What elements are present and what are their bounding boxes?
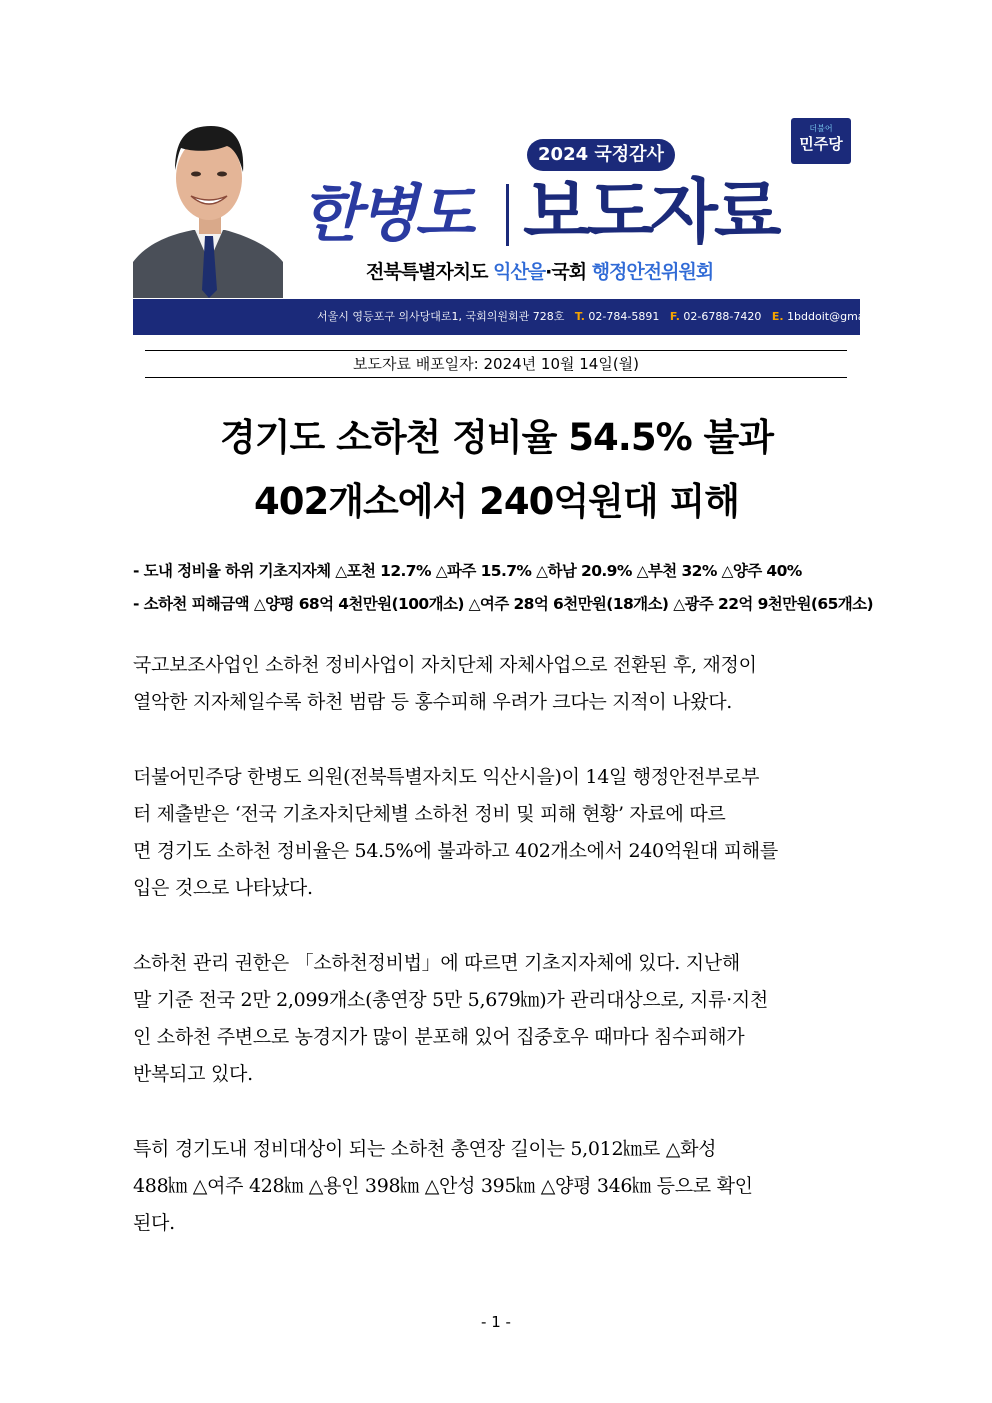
title-divider bbox=[506, 184, 509, 246]
press-release-title: 보도자료 bbox=[523, 171, 778, 253]
assembly-text: ·국회 bbox=[545, 261, 592, 283]
lawmaker-name: 한병도 bbox=[301, 177, 472, 250]
party-logo-small-text: 더불어 bbox=[809, 124, 833, 133]
audit-badge: 2024 국정감사 bbox=[527, 139, 675, 171]
body-line: 면 경기도 소하천 정비율은 54.5%에 불과하고 402개소에서 240억원대 피해를 bbox=[133, 840, 778, 862]
body-line: 특히 경기도내 정비대상이 되는 소하천 총연장 길이는 5,012㎞로 △화성 bbox=[133, 1138, 717, 1160]
office-address: 서울시 영등포구 의사당대로1, 국회의원회관 728호 bbox=[317, 310, 565, 323]
phone-key: T. bbox=[574, 310, 585, 323]
body-paragraph bbox=[133, 647, 860, 721]
district-committee-line bbox=[366, 258, 786, 286]
body-paragraph bbox=[133, 759, 860, 907]
body-line: 터 제출받은 ‘전국 기초자치단체별 소하천 정비 및 피해 현황’ 자료에 따르 bbox=[133, 803, 726, 825]
summary-bullet: - 도내 정비율 하위 기초지자체 △포천 12.7% △파주 15.7% △하남 20.9% △부천 32% △양주 40% bbox=[133, 562, 802, 580]
district-text: 익산을 bbox=[493, 261, 546, 283]
region-text: 전북특별자치도 bbox=[366, 261, 494, 283]
body-line: 열악한 지자체일수록 하천 범람 등 홍수피해 우려가 크다는 지적이 나왔다. bbox=[133, 691, 733, 713]
headline-line-1: 경기도 소하천 정비율 54.5% 불과 bbox=[219, 416, 774, 459]
body-line: 된다. bbox=[133, 1212, 175, 1234]
contact-info bbox=[317, 299, 898, 335]
body-line: 소하천 관리 권한은 「소하천정비법」에 따르면 기초지자체에 있다. 지난해 bbox=[133, 952, 740, 974]
committee-text: 행정안전위원회 bbox=[591, 261, 714, 283]
body-line: 인 소하천 주변으로 농경지가 많이 분포해 있어 집중호우 때마다 침수피해가 bbox=[133, 1026, 745, 1048]
body-line: 말 기준 전국 2만 2,099개소(총연장 5만 5,679㎞)가 관리대상으로, 지류·지천 bbox=[133, 989, 768, 1011]
release-date: 보도자료 배포일자: 2024년 10월 14일(월) bbox=[352, 355, 640, 373]
phone-number: 02-784-5891 bbox=[588, 310, 660, 323]
body-paragraph bbox=[133, 1131, 860, 1242]
party-logo bbox=[791, 118, 851, 164]
body-line: 더불어민주당 한병도 의원(전북특별자치도 익산시을)이 14일 행정안전부로부 bbox=[133, 766, 760, 788]
contact-bar bbox=[133, 299, 898, 335]
email-address: 1bddoit@gmail.com bbox=[787, 310, 898, 323]
fax-key: F. bbox=[669, 310, 680, 323]
headline-line-2: 402개소에서 240억원대 피해 bbox=[254, 480, 739, 523]
fax-number: 02-6788-7420 bbox=[683, 310, 762, 323]
email-key: E. bbox=[771, 310, 784, 323]
body-line: 488㎞ △여주 428㎞ △용인 398㎞ △안성 395㎞ △양평 346㎞ 등으로 확인 bbox=[133, 1175, 753, 1197]
body-paragraph bbox=[133, 945, 860, 1093]
summary-bullet: - 소하천 피해금액 △양평 68억 4천만원(100개소) △여주 28억 6천만원(18개소) △광주 22억 9천만원(65개소) bbox=[133, 595, 873, 613]
lawmaker-portrait bbox=[133, 112, 283, 298]
page-number: - 1 - bbox=[481, 1313, 511, 1331]
body-line: 반복되고 있다. bbox=[133, 1063, 253, 1085]
date-bottom-rule bbox=[145, 377, 847, 378]
body-line: 입은 것으로 나타났다. bbox=[133, 877, 313, 899]
press-banner bbox=[133, 112, 898, 335]
date-top-rule bbox=[145, 350, 847, 351]
body-line: 국고보조사업인 소하천 정비사업이 자치단체 자체사업으로 전환된 후, 재정이 bbox=[133, 654, 757, 676]
party-logo-text: 민주당 bbox=[799, 135, 843, 153]
